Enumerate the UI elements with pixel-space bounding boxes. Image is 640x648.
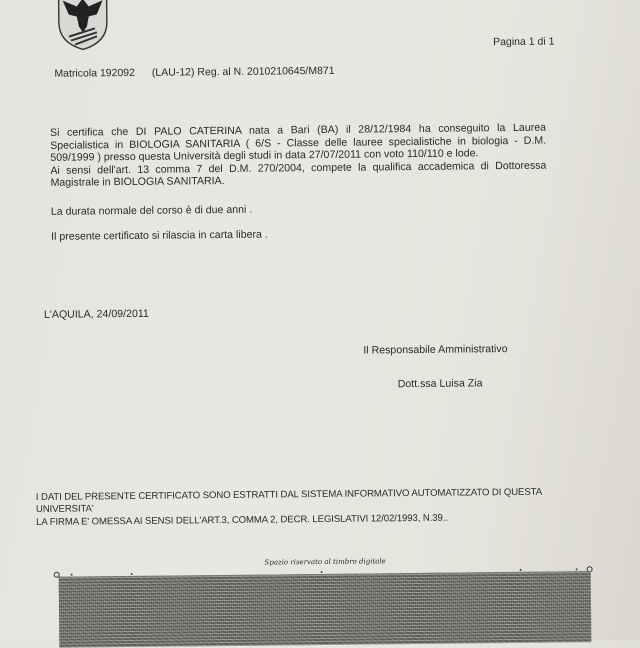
dot-marker-icon [576, 568, 578, 570]
dot-marker-icon [71, 574, 73, 576]
statement-line: Si certifica che DI PALO CATERINA nata a Bari (BA) il 28/12/1984 ha conseguito la Laurea [49, 121, 547, 139]
registration-line [54, 65, 348, 80]
digital-stamp-area [59, 571, 592, 648]
footer-line: LA FIRMA E' OMESSA AI SENSI DELL'ART.3, COMMA 2, DECR. LEGISLATIVI 12/02/1993, N.39.. [36, 512, 448, 528]
place-and-date: L'AQUILA, 24/09/2011 [43, 307, 149, 321]
coat-of-arms-icon [55, 0, 112, 51]
matricola-number: Matricola 192092 [54, 66, 136, 80]
certificate-statement [50, 122, 547, 190]
footer-line: I DATI DEL PRESENTE CERTIFICATO SONO ESTRATTI DAL SISTEMA INFORMATIVO AUTOMATIZZATO DI QUESTA [35, 486, 543, 503]
course-duration: La durata normale del corso è di due anni . [50, 203, 253, 218]
dot-marker-icon [131, 573, 133, 575]
digital-stamp-label: Spazio riservato al timbro digitale [264, 557, 386, 567]
issuance-note: Il presente certificato si rilascia in carta libera . [51, 228, 268, 243]
signer-name: Dott.ssa Luisa Zia [397, 377, 483, 391]
dot-marker-icon [321, 571, 323, 573]
statement-line: Ai sensi dell'art. 13 comma 7 del D.M. 270/2004, compete la qualifica accademica di Dottoressa [50, 159, 547, 177]
page-indicator: Pagina 1 di 1 [493, 35, 555, 49]
footer-line: UNIVERSITA' [35, 503, 94, 516]
registration-number: (LAU-12) Reg. al N. 2010210645/M871 [151, 64, 335, 79]
signer-role: Il Responsabile Amministrativo [363, 343, 508, 357]
dot-marker-icon [520, 569, 522, 571]
legal-footer [36, 486, 596, 529]
statement-line: Specialistica in BIOLOGIA SANITARIA ( 6/S - Classe delle lauree specialistiche in biologia - D.M. [50, 134, 547, 152]
statement-line: 509/1999 ) presso questa Università degli studi in data 27/07/2011 con voto 110/110 e lode. [50, 147, 479, 165]
statement-line: Magistrale in BIOLOGIA SANITARIA. [50, 175, 225, 190]
